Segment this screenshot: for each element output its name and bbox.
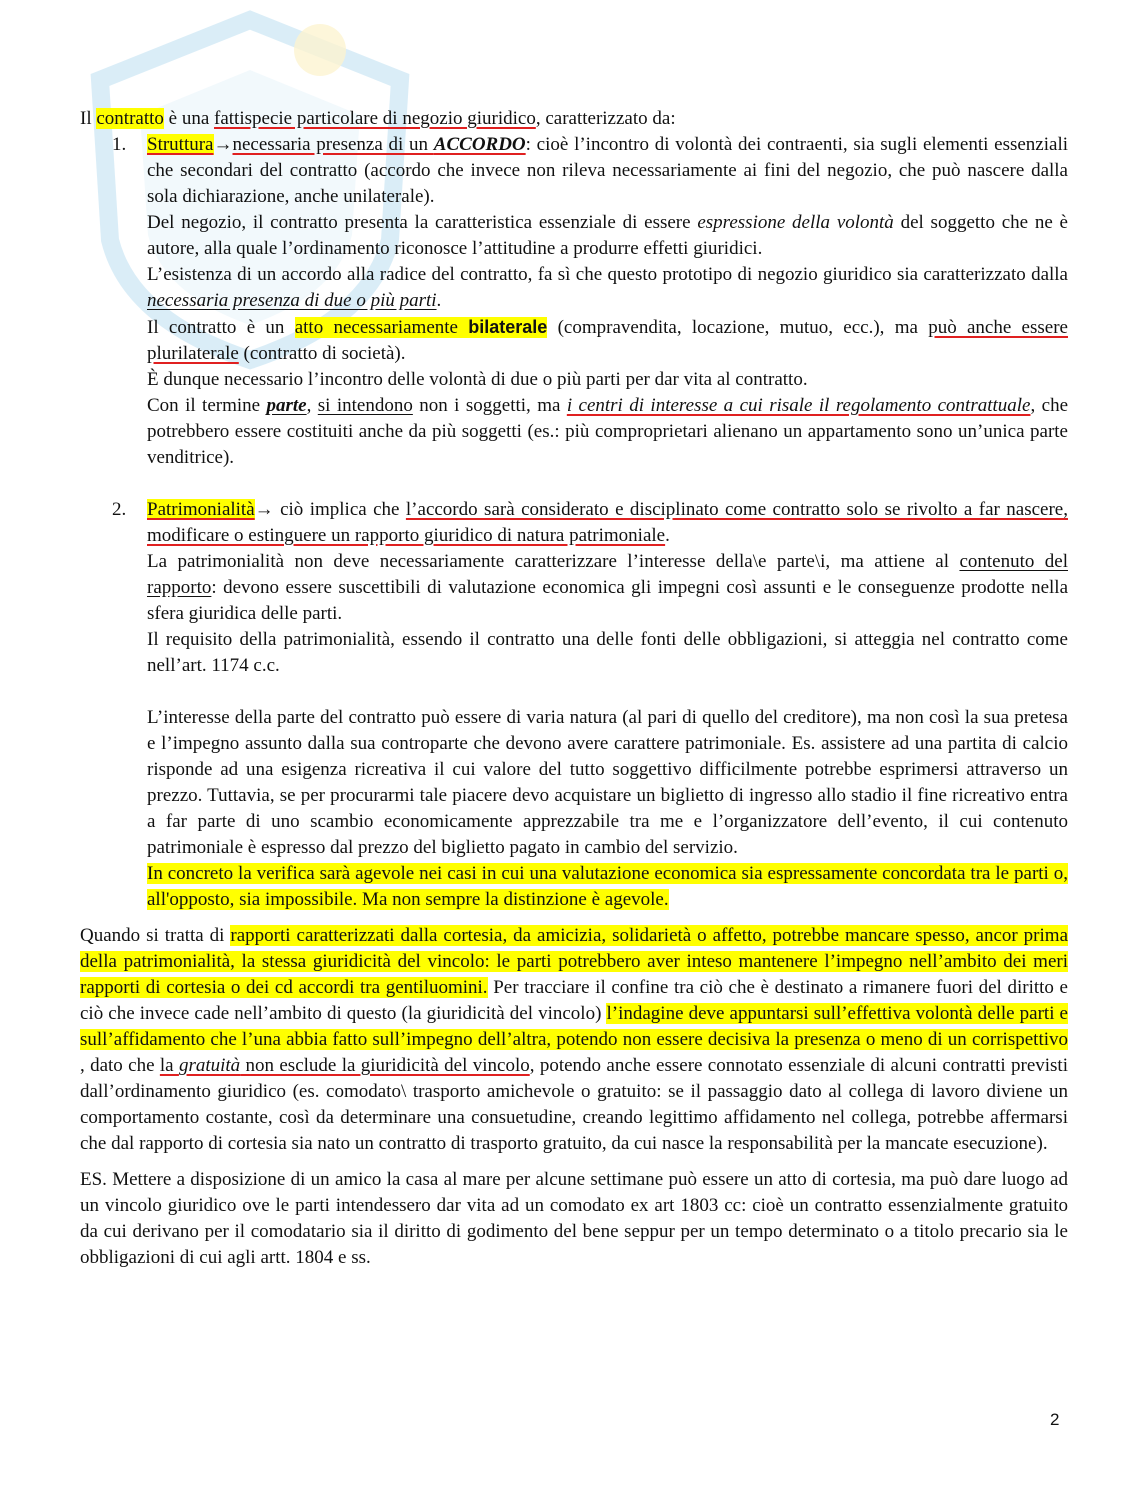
text: non i soggetti, ma <box>412 395 567 416</box>
accordo-phrase <box>233 134 526 155</box>
arrow-icon: → <box>254 499 274 520</box>
heading-struttura: Struttura <box>147 134 214 155</box>
text: atto necessariamente <box>294 317 469 338</box>
bilaterale-highlight <box>295 317 548 338</box>
plurilaterale-phrase: può anche essere plurilaterale <box>147 317 1068 364</box>
struttura-paragraph-3 <box>147 262 1068 314</box>
struttura-paragraph-4 <box>147 314 1068 367</box>
keyword-fattispecie: fattispecie particolare di negozio giuridico <box>214 108 536 129</box>
bilaterale-keyword: bilaterale <box>468 317 548 337</box>
indagine-highlight: l’indagine deve appuntarsi sull’effettiva volontà delle parti e sull’affidamento che l’una abbia fatto sull’impegno dell’altra, potendo non essere decisiva la presenza o meno di un corrispettivo <box>80 1003 1068 1050</box>
spacer <box>147 679 1068 705</box>
text: , <box>306 395 318 416</box>
text: ciò implica che <box>273 499 406 520</box>
text: (contratto di società). <box>238 343 406 364</box>
keyword-contratto: contratto <box>96 108 164 129</box>
spacer <box>80 471 1068 497</box>
text: , potendo anche essere connotato essenziale di alcuni contratti previsti dall’ordinamento giuridico (es. comodato\ trasporto amichevole o gratuito: se il passaggio dato al collega di lavoro diviene un comportamento costante, così da determinare una consuetudine, creando legittimo affidamento nel collega, potrebbe affermarsi che dal rapporto di cortesia sia nato un contratto di trasporto gratuito, da cui nasce la responsabilità per la mancate esecuzione). <box>80 1055 1068 1154</box>
cortesia-highlight: rapporti caratterizzati dalla cortesia, da amicizia, solidarietà o affetto, potrebbe mancare spesso, ancor prima della patrimonialità, la stessa giuridicità del vincolo: le parti potrebbero aver inteso mantenere l’impegno nell’ambito dei meri rapporti di cortesia o dei cd accordi tra gentiluomini. <box>80 925 1068 998</box>
struttura-paragraph <box>147 132 1068 210</box>
text: Quando si tratta di <box>80 925 231 946</box>
patrimonialita-paragraph <box>147 497 1068 549</box>
es-paragraph: ES. Mettere a disposizione di un amico la casa al mare per alcune settimane può essere un atto di cortesia, ma può dare luogo ad un vincolo giuridico ove le parti intendessero dar vita ad un comodato ex art 1803 cc: cioè un contratto essenzialmente gratuito da cui derivano per il comodatario sia il diritto di godimento del bene seppur per un tempo determinato o a titolo precario sia le obbligazioni di cui agli artt. 1804 e ss. <box>80 1169 1068 1268</box>
patrimonialita-paragraph-3: Il requisito della patrimonialità, essendo il contratto una delle fonti delle obbligazioni, si atteggia nel contratto come nell’art. 1174 c.c. <box>147 629 1068 676</box>
patrimonialita-paragraph-4: L’interesse della parte del contratto può essere di varia natura (al pari di quello del creditore), ma non così la sua pretesa e l’impegno assunto dalla sua controparte che devono avere carattere patrimoniale. Es. assistere ad una partita di calcio risponde ad una esigenza ricreativa il cui valore del tutto soggettivo difficilmente potrebbe esprimersi attraverso un prezzo. Tuttavia, se per procurarmi tale piacere devo acquistare un biglietto di ingresso allo stadio il fine ricreativo entra a far parte di uno scambio economicamente apprezzabile tra me e l’organizzatore dell’evento, il cui contenuto patrimoniale è espresso dal prezzo del biglietto pagato in cambio del servizio. <box>147 707 1068 858</box>
patrimonialita-paragraph-2 <box>147 549 1068 627</box>
text: . <box>436 290 442 311</box>
heading-patrimonialita: Patrimonialità <box>147 499 255 520</box>
list-item-struttura <box>80 132 1068 471</box>
text: Il contratto è un <box>147 317 295 338</box>
intro-text: , caratterizzato da: <box>535 108 676 129</box>
gratuita-phrase <box>160 1055 530 1076</box>
text: : devono essere suscettibili di valutazione economica gli impegni così assunti e le conseguenze prodotte nella sfera giuridica delle parti. <box>147 577 1068 624</box>
text: , dato che <box>80 1055 160 1076</box>
emphasis: gratuità <box>178 1055 241 1076</box>
text: , che potrebbero essere costituiti anche da più soggetti (es.: più comproprietari alienano un appartamento sono un’unica parte venditrice). <box>147 395 1069 468</box>
struttura-paragraph-5: È dunque necessario l’incontro delle volontà di due o più parti per dar vita al contratto. <box>147 369 808 390</box>
spacer <box>80 1157 1068 1167</box>
numbered-list <box>80 132 1068 913</box>
list-number: 1. <box>112 134 127 155</box>
text: . <box>665 525 670 546</box>
text: La patrimonialità non deve necessariamente caratterizzare l’interesse della\e parte\i, ma attiene al <box>147 551 960 572</box>
intro-text: Il <box>80 108 97 129</box>
quando-paragraph <box>80 923 1068 1157</box>
accordo-patrimoniale-phrase: l’accordo sarà considerato e disciplinato come contratto solo se rivolto a far nascere, modificare o estinguere un rapporto giuridico di natura patrimoniale <box>147 499 1068 546</box>
spacer <box>80 913 1068 923</box>
text: del soggetto che ne è autore, alla quale l’ordinamento riconosce l’attitudine a produrre effetti giuridici. <box>147 212 1068 259</box>
text: non esclude la giuridicità del vincolo <box>240 1055 530 1076</box>
list-number: 2. <box>112 499 127 520</box>
text: L’esistenza di un accordo alla radice del contratto, fa sì che questo prototipo di negozio giuridico sia caratterizzato dalla <box>147 264 1068 285</box>
accordo-keyword: ACCORDO <box>433 134 526 155</box>
document-page <box>80 106 1068 1271</box>
contenuto-rapporto-phrase: contenuto del rapporto <box>147 551 1068 598</box>
page-number: 2 <box>1050 1410 1060 1429</box>
text: Per tracciare il confine tra ciò che è destinato a rimanere fuori del diritto e ciò che invece cade nell’ambito di questo (la giuridicità del vincolo) <box>80 977 1068 1024</box>
struttura-paragraph-2 <box>147 210 1068 262</box>
intro-paragraph <box>80 106 1068 132</box>
si-intendono-phrase: si intendono <box>317 395 413 416</box>
text: Con il termine <box>147 395 267 416</box>
list-item-patrimonialita <box>80 497 1068 913</box>
text: la <box>159 1055 179 1076</box>
intro-text: è una <box>163 108 215 129</box>
centri-interesse-phrase: i centri di interesse a cui risale il regolamento contrattuale <box>566 395 1031 416</box>
struttura-text: : cioè l’incontro di volontà dei contraenti, sia sugli elementi essenziali che secondari del contratto (accordo che invece non rileva necessariamente ai fini del negozio, che può nascere dalla sola dichiarazione, anche unilaterale). <box>147 134 1069 207</box>
emphasis: espressione della volontà <box>697 212 894 233</box>
arrow-icon: → <box>213 134 233 155</box>
emphasis: necessaria presenza di due o più parti <box>147 290 437 311</box>
verifica-highlight: In concreto la verifica sarà agevole nei casi in cui una valutazione economica sia espressamente concordata tra le parti o, all'opposto, sia impossibile. Ma non sempre la distinzione è agevole. <box>147 863 1068 910</box>
parte-keyword: parte <box>266 395 307 416</box>
text: (compravendita, locazione, mutuo, ecc.), ma <box>547 317 929 338</box>
text: Del negozio, il contratto presenta la caratteristica essenziale di essere <box>147 212 698 233</box>
patrimonialita-paragraph-5 <box>147 861 1068 913</box>
struttura-paragraph-6 <box>147 393 1068 471</box>
accordo-text: necessaria presenza di un <box>232 134 434 155</box>
